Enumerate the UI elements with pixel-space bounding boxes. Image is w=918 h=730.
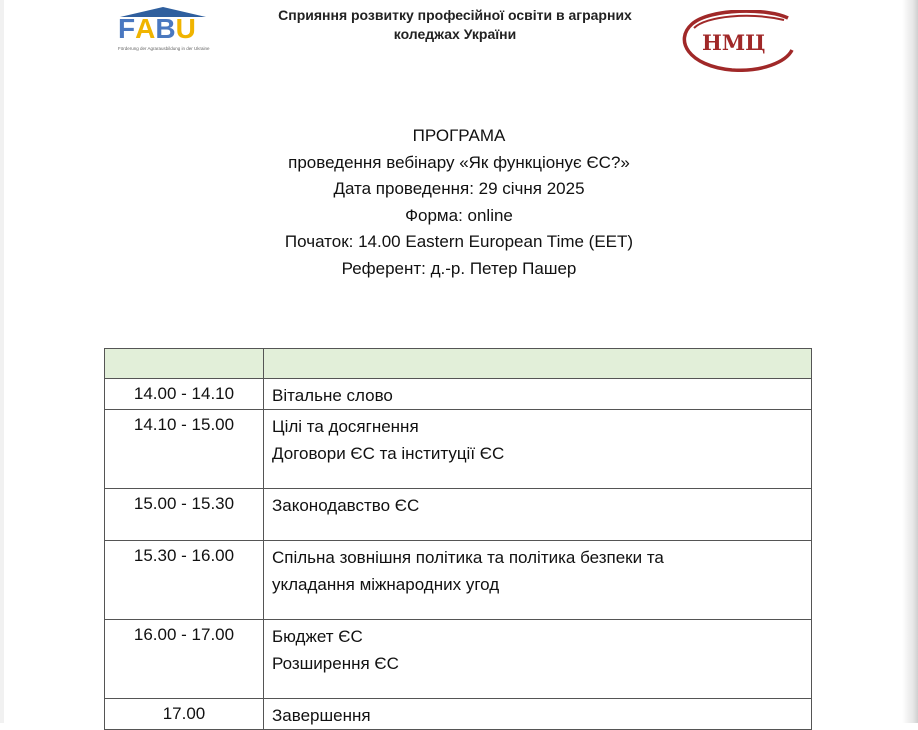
time-cell: 14.10 - 15.00 [105,410,264,489]
time-cell: 15.30 - 16.00 [105,541,264,620]
schedule-header-row [105,349,812,379]
topic-line: Завершення [272,706,371,725]
table-row [105,379,812,410]
time-cell: 15.00 - 15.30 [105,489,264,541]
schedule-table [104,348,812,730]
topic-line: Договори ЄС та інституції ЄС [272,444,505,463]
time-cell: 17.00 [105,699,264,730]
webinar-date: Дата проведення: 29 січня 2025 [333,179,585,198]
header-cell [105,349,264,379]
webinar-subtitle: проведення вебінару «Як функціонує ЄС?» [288,152,630,172]
header-cell [264,349,812,379]
topic-cell [264,541,812,620]
table-row [105,620,812,699]
time-cell: 16.00 - 17.00 [105,620,264,699]
topic-cell [264,410,812,489]
project-title-line: Сприяння розвитку професійної освіти в аграрних [278,7,632,23]
topic-line: Спільна зовнішня політика та політика безпеки та [272,548,664,567]
fabu-logo [118,6,210,54]
program-heading: ПРОГРАМА [412,126,506,145]
project-title-line: коледжах України [393,26,517,42]
fabu-letter: F [118,13,136,44]
program-title-block [200,123,718,282]
topic-line: Цілі та досягнення [272,417,419,436]
project-title [250,6,660,44]
topic-cell [264,699,812,730]
topic-line: укладання міжнародних угод [272,575,500,594]
table-row [105,699,812,730]
table-row [105,541,812,620]
topic-cell [264,379,812,410]
nmc-logo-text: НМЦ [702,30,766,55]
topic-line: Бюджет ЄС [272,627,363,646]
nmc-logo [680,10,796,72]
fabu-letter: U [175,13,196,44]
webinar-speaker: Референт: д.-р. Петер Пашер [341,258,577,278]
topic-cell [264,489,812,541]
webinar-start: Початок: 14.00 Eastern European Time (EET) [284,232,634,251]
time-cell: 14.00 - 14.10 [105,379,264,410]
fabu-letter: B [155,13,176,44]
fabu-subtitle: Förderung der Agrarausbildung in der Ukraine [118,46,210,51]
topic-line: Законодавство ЄС [272,496,420,515]
fabu-letters [118,15,210,43]
table-row [105,489,812,541]
table-row [105,410,812,489]
webinar-form: Форма: online [405,205,513,225]
topic-line: Вітальне слово [272,386,393,405]
page-edge-shadow [0,0,4,723]
page-edge-shadow [902,0,918,723]
topic-cell [264,620,812,699]
fabu-letter: A [135,13,156,44]
topic-line: Розширення ЄС [272,654,399,673]
